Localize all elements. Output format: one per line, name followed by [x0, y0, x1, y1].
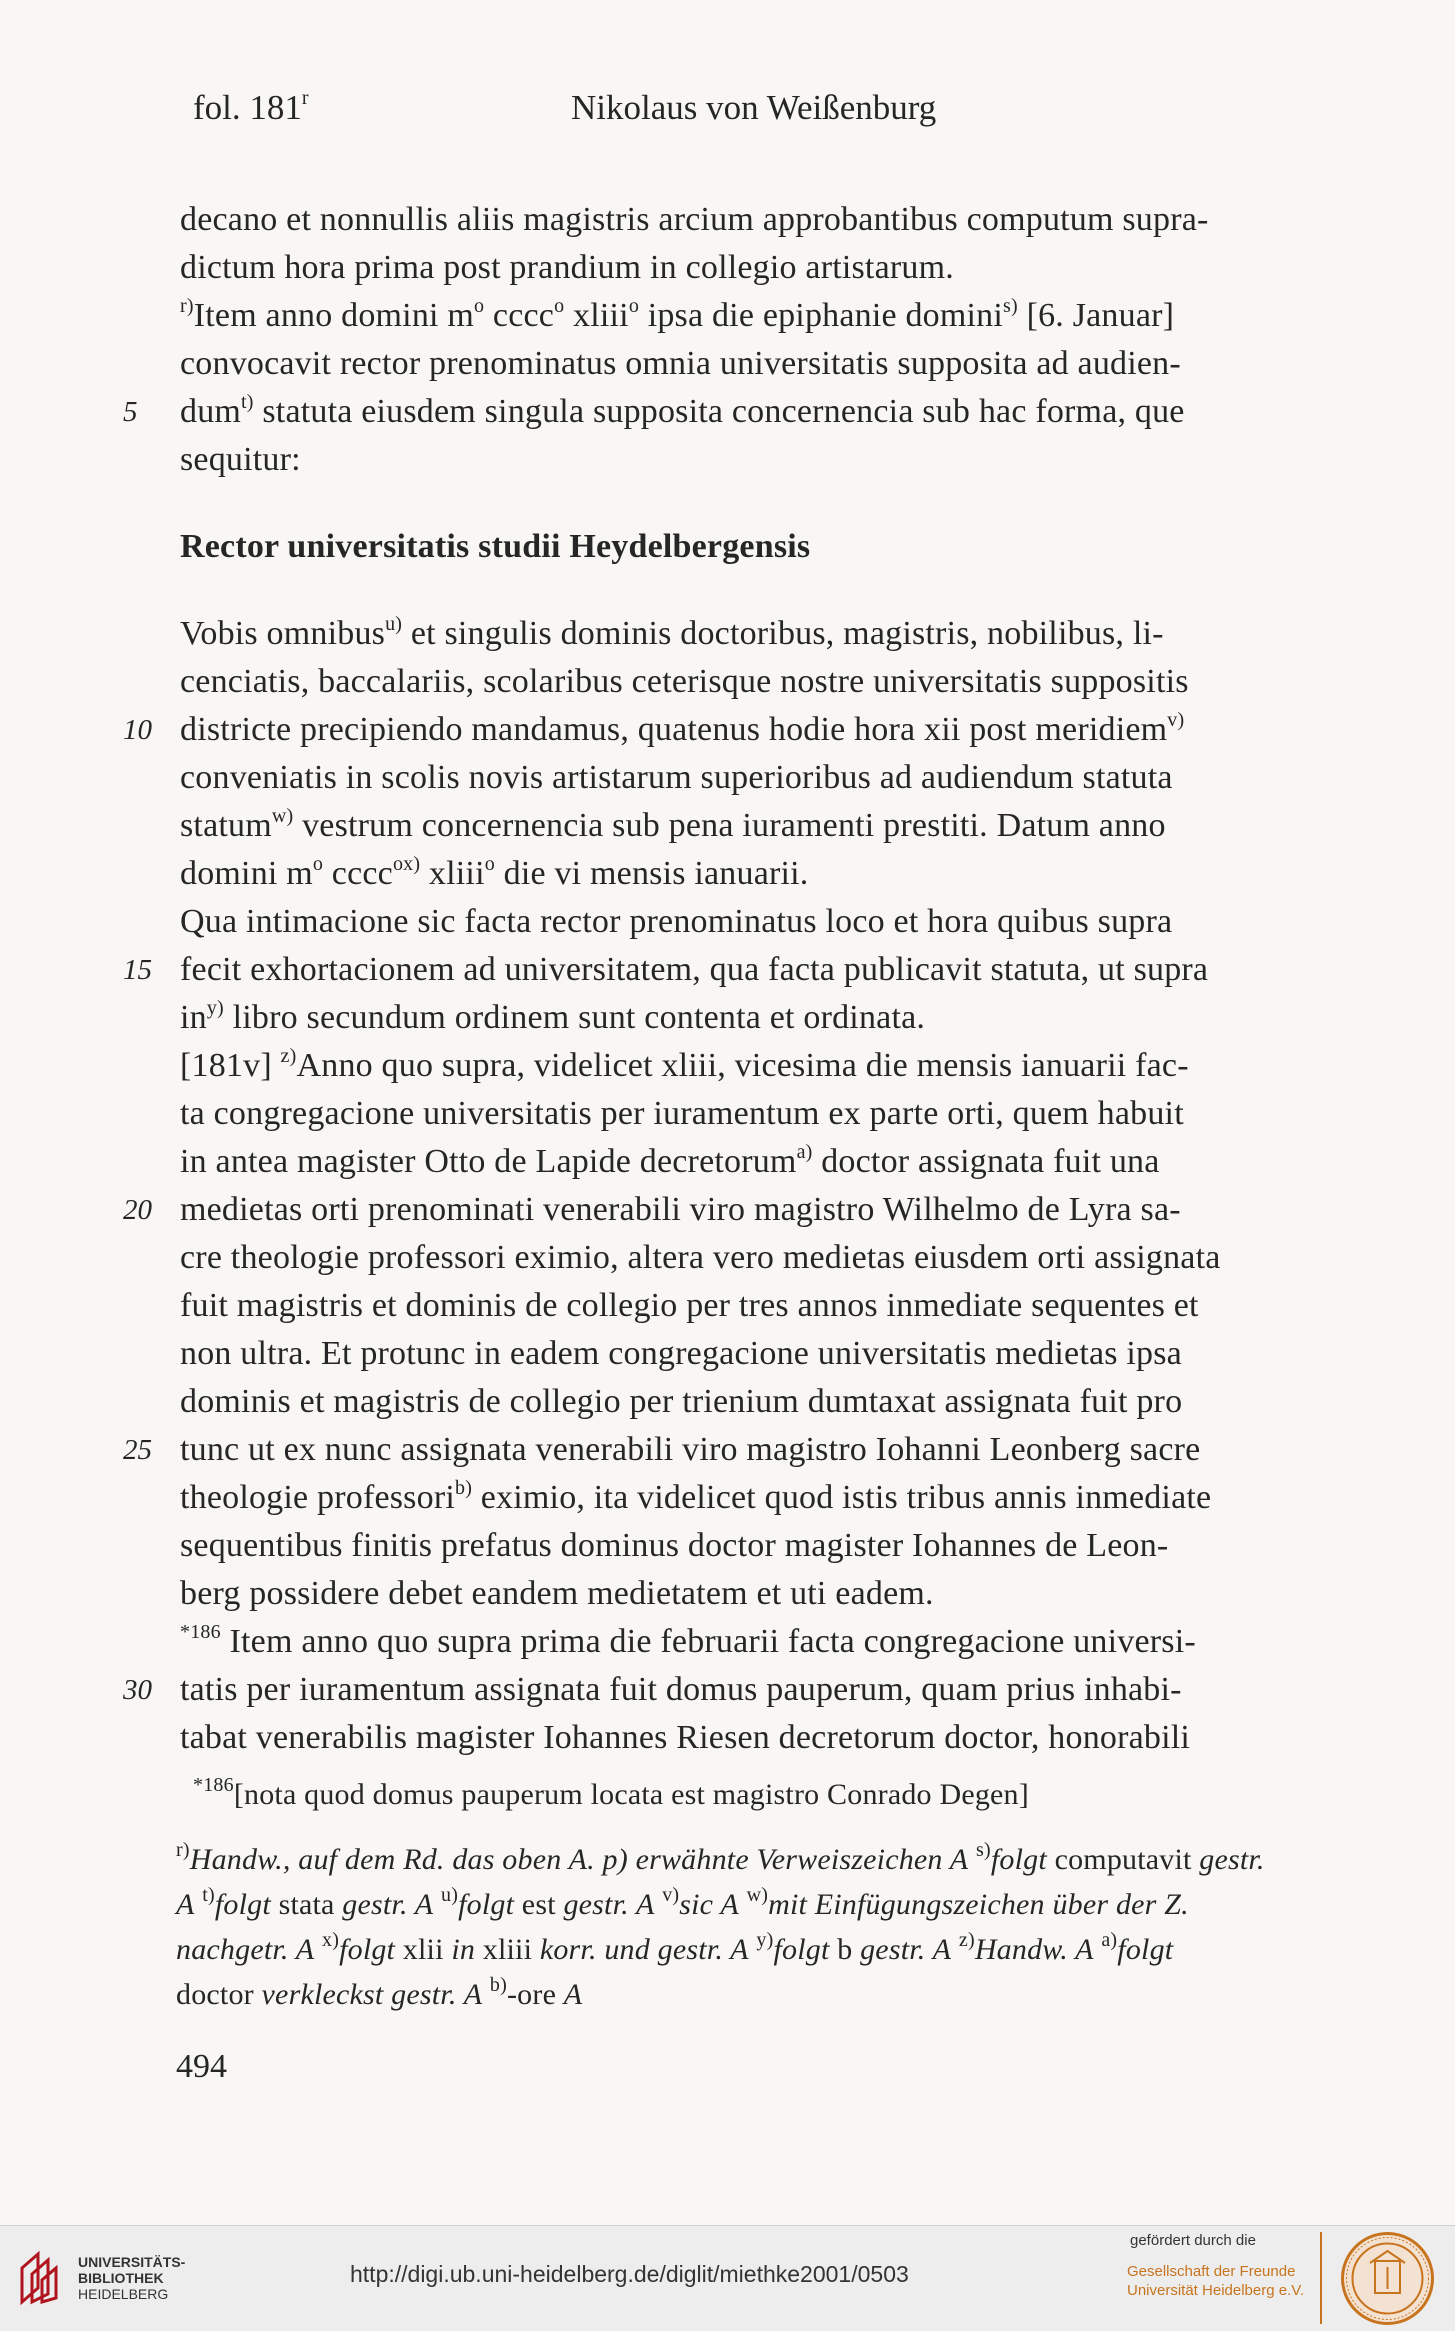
note-separator: [180, 1758, 182, 1760]
library-name: UNIVERSITÄTS- BIBLIOTHEK HEIDELBERG: [78, 2254, 186, 2302]
text-line: fuit magistris et dominis de collegio per tres annos inmediate sequentes et: [180, 1287, 1199, 1324]
text-line: fecit exhortacionem ad universitatem, qua facta publicavit statuta, ut supra: [180, 951, 1209, 988]
text-line: $^{*186}$ Item anno quo supra prima die februarii facta congregacione universi-: [180, 1620, 1196, 1660]
text-line: decano et nonnullis aliis magistris arcium approbantibus computum supra-: [180, 201, 1209, 238]
text-line: cenciatis, baccalariis, scolaribus ceterisque nostre universitatis suppositis: [180, 663, 1189, 700]
folio-number: fol. 181$^r$: [193, 87, 309, 127]
footnote-line: nachgetr. A $^{x)}$folgt xlii in xliii korr. und gestr. A $^{y)}$folgt b gestr. A $^{z)}$Handw. A $^{a)}$folgt: [176, 1929, 1174, 1966]
text-line: dictum hora prima post prandium in collegio artistarum.: [180, 249, 954, 286]
text-line: ta congregacione universitatis per iuramentum ex parte orti, quem habuit: [180, 1095, 1184, 1132]
line-number: 10: [123, 714, 152, 746]
text-line: $^{r)}$Item anno domini $m^o$ cccc$^o$ xliii$^o$ ipsa die epiphanie domini$^{s)}$ [6. Januar]: [180, 294, 1175, 334]
line-number: 30: [123, 1674, 152, 1706]
library-logo-icon: [18, 2248, 60, 2306]
text-line: tunc ut ex nunc assignata venerabili viro magistro Iohanni Leonberg sacre: [180, 1431, 1201, 1468]
text-line: in antea magister Otto de Lapide decretorum$^{a)}$ doctor assignata fuit una: [180, 1140, 1160, 1180]
footnote-line: A $^{t)}$folgt stata gestr. A $^{u)}$folgt est gestr. A $^{v)}$sic A $^{w)}$mit Einfügungszeichen über der Z.: [176, 1884, 1189, 1921]
section-heading: Rector universitatis studii Heydelbergensis: [180, 528, 811, 565]
marginal-note-line: $^{*186}$[nota quod domus pauperum locata est magistro Conrado Degen]: [193, 1774, 1029, 1811]
text-line: dum$^{t)}$ statuta eiusdem singula supposita concernencia sub hac forma, que: [180, 390, 1185, 430]
sponsor-divider: [1320, 2232, 1322, 2324]
text-line: $in^{y)}$ libro secundum ordinem sunt contenta et ordinata.: [180, 996, 926, 1036]
university-seal-icon: [1340, 2231, 1435, 2326]
text-line: domini $m^o$ cccc$^{ox)}$ xliii$^o$ die vi mensis ianuarii.: [180, 852, 809, 892]
line-number: 20: [123, 1194, 152, 1226]
text-line: Vobis omnibus$^{u)}$ et singulis dominis doctoribus, magistris, nobilibus, li-: [180, 612, 1164, 652]
permalink-link[interactable]: http://digi.ub.uni-heidelberg.de/diglit/miethke2001/0503: [350, 2261, 909, 2287]
text-line: statum$^{w)}$ vestrum concernencia sub pena iuramenti prestiti. Datum anno: [180, 804, 1166, 844]
text-line: conveniatis in scolis novis artistarum superioribus ad audiendum statuta: [180, 759, 1173, 796]
text-line: cre theologie professori eximio, altera vero medietas eiusdem orti assignata: [180, 1239, 1221, 1276]
footer-bar: [0, 2225, 1455, 2331]
text-line: sequitur:: [180, 441, 301, 478]
sponsor-note: gefördert durch die: [1130, 2232, 1256, 2249]
page-number: 494: [176, 2048, 227, 2085]
text-line: convocavit rector prenominatus omnia universitatis supposita ad audien-: [180, 345, 1181, 382]
text-line: Qua intimacione sic facta rector prenominatus loco et hora quibus supra: [180, 903, 1173, 940]
text-line: medietas orti prenominati venerabili viro magistro Wilhelmo de Lyra sa-: [180, 1191, 1181, 1228]
sponsor-name: Gesellschaft der Freunde Universität Heidelberg e.V.: [1127, 2263, 1305, 2299]
text-line: dominis et magistris de collegio per trienium dumtaxat assignata fuit pro: [180, 1383, 1183, 1420]
text-line: tabat venerabilis magister Iohannes Riesen decretorum doctor, honorabili: [180, 1719, 1191, 1756]
text-line: tatis per iuramentum assignata fuit domus pauperum, quam prius inhabi-: [180, 1671, 1182, 1708]
footnote-line: $^{r)}$Handw., auf dem Rd. das oben A. p) erwähnte Verweiszeichen A $^{s)}$folgt computavit gestr.: [176, 1839, 1265, 1876]
running-title: Nikolaus von Weißenburg: [571, 88, 937, 127]
text-line: non ultra. Et protunc in eadem congregacione universitatis medietas ipsa: [180, 1335, 1182, 1372]
text-line: berg possidere debet eandem medietatem et uti eadem.: [180, 1575, 934, 1612]
text-line: districte precipiendo mandamus, quatenus hodie hora xii post meridiem$^{v)}$: [180, 708, 1185, 748]
text-line: [181v] $^{z)}$Anno quo supra, videlicet xliii, vicesima die mensis ianuarii fac-: [180, 1044, 1189, 1084]
text-line: theologie professori$^{b)}$ eximio, ita videlicet quod istis tribus annis inmediate: [180, 1476, 1212, 1516]
line-number: 15: [123, 954, 152, 986]
line-number: 5: [123, 396, 138, 428]
line-number: 25: [123, 1434, 152, 1466]
footnote-line: doctor verkleckst gestr. A $^{b)}$-ore A: [176, 1974, 583, 2011]
text-line: sequentibus finitis prefatus dominus doctor magister Iohannes de Leon-: [180, 1527, 1169, 1564]
